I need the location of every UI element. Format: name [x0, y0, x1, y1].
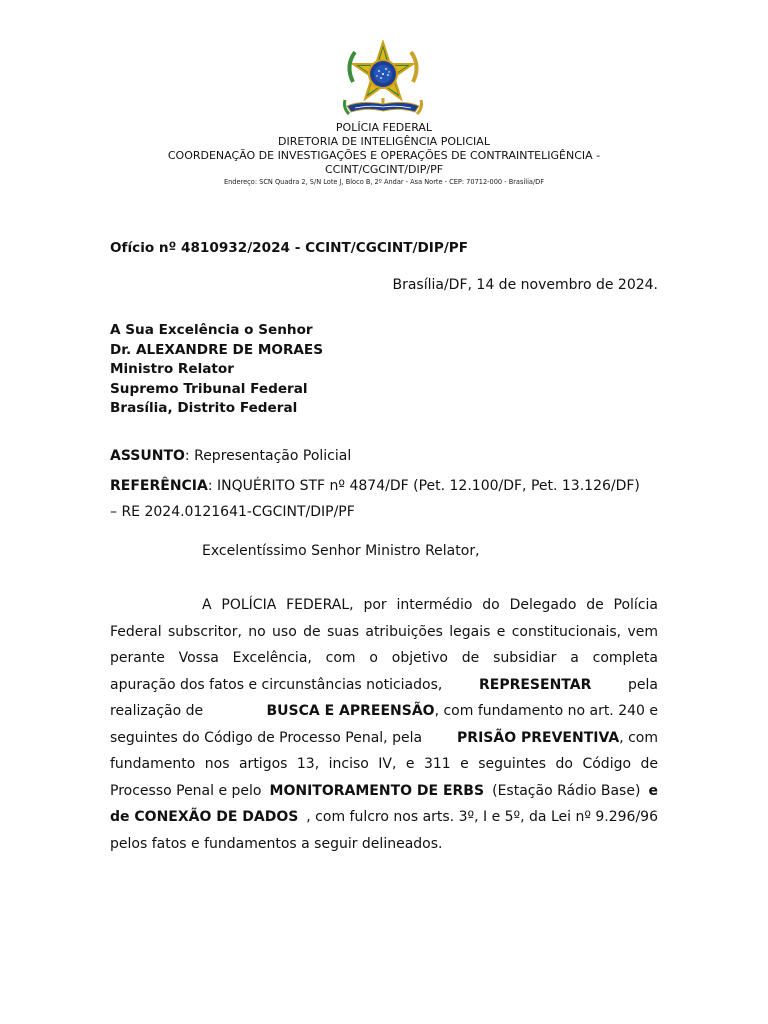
paragraph-text: (Estação Rádio Base) — [492, 782, 641, 799]
paragraph-emphasis: REPRESENTAR — [478, 676, 592, 693]
paragraph-text: , com — [619, 729, 658, 746]
paragraph-line: pelos fatos e fundamentos a seguir delineados. — [110, 835, 443, 852]
letterhead-address: Endereço: SCN Quadra 2, S/N Lote J, Bloco B, 2º Andar - Asa Norte - CEP: 70712-000 - Brasília/DF — [223, 178, 545, 186]
paragraph-emphasis: PRISÃO PREVENTIVA — [457, 729, 620, 746]
paragraph-text: Processo Penal e pelo — [110, 782, 262, 799]
paragraph-line — [110, 804, 658, 831]
paragraph-text: , com fulcro nos arts. 3º, I e 5º, da Lei nº 9.296/96 — [306, 809, 658, 825]
date-line: Brasília/DF, 14 de novembro de 2024. — [392, 277, 658, 293]
paragraph-line: Federal subscritor, no uso de suas atribuições legais e constitucionais, vem — [110, 623, 658, 640]
directorate-name: DIRETORIA DE INTELIGÊNCIA POLICIAL — [278, 135, 490, 148]
paragraph-text: , com fundamento no art. 240 e — [434, 703, 658, 719]
paragraph-emphasis: de CONEXÃO DE DADOS — [110, 809, 299, 825]
paragraph-line — [110, 725, 658, 752]
paragraph-emphasis: MONITORAMENTO DE ERBS — [269, 782, 485, 799]
paragraph-line — [110, 778, 658, 805]
paragraph-text: seguintes do Código de Processo Penal, pela — [110, 729, 423, 746]
reference-text: : INQUÉRITO STF nº 4874/DF (Pet. 12.100/DF, Pet. 13.126/DF) — [207, 478, 640, 494]
reference-line — [110, 473, 658, 499]
addressee-name: Dr. ALEXANDRE DE MORAES — [110, 341, 324, 358]
salutation: Excelentíssimo Senhor Ministro Relator, — [202, 543, 480, 559]
paragraph-line: fundamento nos artigos 13, inciso IV, e 311 e seguintes do Código de — [110, 756, 658, 772]
addressee-court: Supremo Tribunal Federal — [110, 380, 308, 397]
coordination-acronym: CCINT/CGCINT/DIP/PF — [324, 163, 444, 176]
letterhead — [0, 121, 768, 188]
paragraph-emphasis: BUSCA E APREENSÃO — [266, 703, 435, 719]
addressee-location: Brasília, Distrito Federal — [110, 400, 298, 417]
paragraph-text: apuração dos fatos e circunstâncias noticiados, — [110, 676, 443, 693]
subject-line — [110, 447, 351, 466]
reference-block — [110, 473, 658, 525]
subject-text: : Representação Policial — [184, 448, 352, 464]
addressee-title: Ministro Relator — [110, 361, 234, 378]
body-paragraph — [110, 592, 658, 857]
addressee-salutation: A Sua Excelência o Senhor — [110, 322, 313, 338]
addressee-block — [110, 321, 323, 419]
subject-label: ASSUNTO — [110, 448, 185, 464]
paragraph-line — [110, 672, 658, 699]
paragraph-line — [110, 698, 658, 725]
paragraph-text: pela — [628, 676, 658, 693]
reference-label: REFERÊNCIA — [110, 478, 208, 494]
oficio-number: Ofício nº 4810932/2024 - CCINT/CGCINT/DIP/PF — [110, 240, 469, 256]
coordination-name: COORDENAÇÃO DE INVESTIGAÇÕES E OPERAÇÕES DE CONTRAINTELIGÊNCIA - — [167, 149, 601, 162]
paragraph-line: A POLÍCIA FEDERAL, por intermédio do Delegado de Polícia — [202, 597, 658, 613]
institution-name: POLÍCIA FEDERAL — [335, 121, 433, 134]
paragraph-text: realização de — [110, 703, 204, 719]
brazil-coat-of-arms-icon — [341, 40, 425, 118]
paragraph-line: perante Vossa Excelência, com o objetivo de subsidiar a completa — [110, 650, 658, 666]
paragraph-emphasis: e — [648, 782, 658, 799]
reference-line-2: – RE 2024.0121641-CGCINT/DIP/PF — [110, 504, 355, 520]
